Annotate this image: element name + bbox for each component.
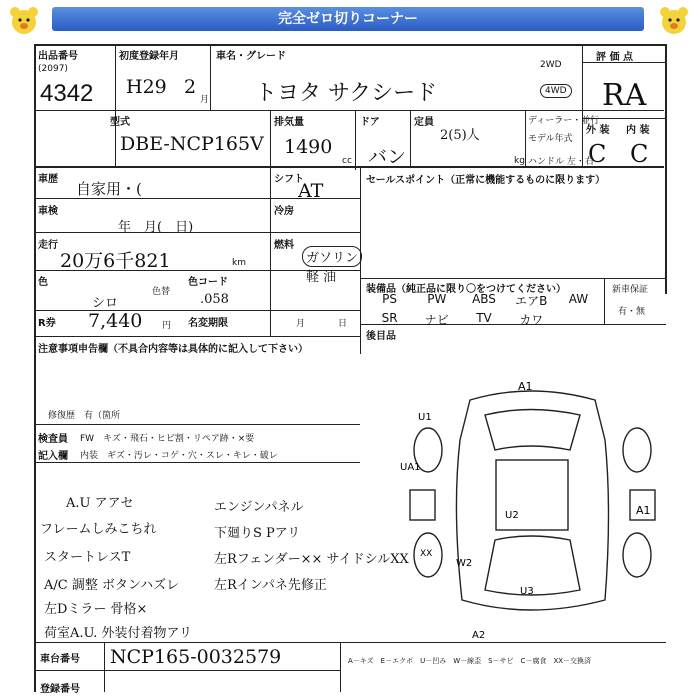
entry-label: 記入欄 (38, 451, 68, 462)
day-label: 日 (338, 319, 348, 329)
ac-label: 冷房 (274, 206, 294, 217)
diagram-label-a1-top: A1 (518, 380, 533, 393)
damage-legend: A－キズ E－エクボ U－凹み W－線歪 S－サビ C－腐食 XX－交換済 (348, 657, 592, 665)
diagram-label-u3: U3 (520, 586, 534, 597)
lot-no-label: 出品番号 (38, 51, 78, 62)
note-line: A.U アアセ (66, 496, 134, 511)
new-manual-value: 有・無 (618, 307, 646, 317)
car-damage-diagram (400, 380, 665, 640)
body-type: バン (368, 146, 407, 168)
color-code: .058 (200, 292, 229, 307)
note-line: 左Dミラー 骨格× (44, 602, 148, 617)
exterior-label: 外 装 (586, 125, 610, 136)
car-grade-label: 車名・グレード (216, 51, 286, 62)
note-line: A/C 調整 ボタンハズレ (44, 578, 180, 593)
cc-unit: cc (342, 156, 352, 166)
notes-header: 注意事項申告欄（不具合内容等は具体的に記入して下さい） (38, 344, 308, 355)
fuel-alt: 軽 油 (306, 270, 337, 285)
shift-label: シフト (274, 174, 304, 185)
equipment-grid (366, 292, 602, 328)
equipment-item: PW (427, 292, 447, 306)
diagram-label-xx: XX (420, 549, 433, 559)
equipment-item: PS (382, 292, 398, 306)
drive-4wd: 4WD (540, 84, 572, 98)
exterior-check-row: FW キズ・飛石・ヒビ割・リペア跡・×要 (80, 434, 255, 444)
capacity-label: 定員 (414, 117, 434, 128)
displacement: 1490 (284, 136, 333, 158)
first-reg-era: H29 (126, 76, 167, 98)
fuel-type: ガソリン (302, 246, 362, 267)
type-label: 型式 (110, 117, 130, 128)
interior-grade: C (630, 140, 649, 168)
model-year-label: モデル年式 (528, 134, 573, 144)
kg-unit: kg (514, 156, 525, 166)
color-label: 色 (38, 277, 48, 288)
equipment-item: TV (476, 311, 492, 325)
fuel-label: 燃料 (274, 240, 294, 251)
equipment-item: AW (568, 292, 589, 306)
color-code-label: 色コード (188, 277, 228, 288)
name-change-label: 名変期限 (188, 318, 228, 329)
diagram-label-u1: U1 (418, 412, 432, 423)
month-label: 月 (296, 319, 306, 329)
exterior-grade: C (588, 140, 607, 168)
reg-no-label: 登録番号 (40, 684, 80, 695)
note-line: 左Rインパネ先修正 (214, 578, 327, 593)
recycle-unit: 円 (162, 321, 172, 331)
capacity: 2(5)人 (440, 128, 480, 143)
overall-score: RA (602, 78, 647, 113)
mileage: 20万6千821 (60, 250, 171, 272)
car-name: トヨタ サクシード (255, 81, 438, 106)
recycle-fee: 7,440 (88, 310, 143, 332)
first-reg-label: 初度登録年月 (119, 51, 179, 62)
km-unit: km (232, 258, 246, 268)
chassis-no-label: 車台番号 (40, 654, 80, 665)
note-line: 荷室A.U. 外装付着物アリ (44, 626, 193, 641)
inspector-label: 検査員 (38, 434, 68, 445)
inspection-fields: 年 月( 日) (118, 220, 194, 235)
model-type: DBE-NCP165V (120, 133, 264, 155)
diagram-label-a2: A2 (472, 630, 486, 640)
note-line: 左Rフェンダー×× サイドシルXX (214, 552, 409, 567)
lot-sub-no: (2097) (38, 64, 68, 74)
note-line: スタートレスT (44, 550, 131, 565)
first-reg-month: 2 (184, 76, 197, 98)
score-label: 評 価 点 (596, 52, 633, 63)
diagram-label-u2: U2 (505, 510, 519, 521)
interior-check-row: 内装 ギズ・汚レ・コゲ・穴・スレ・キレ・破レ (80, 451, 278, 461)
vehicle-use: 自家用・( (76, 180, 142, 198)
body-color: シロ (92, 296, 119, 311)
recycle-label: R券 (38, 318, 56, 329)
displacement-label: 排気量 (274, 117, 304, 128)
note-line: エンジンパネル (214, 500, 304, 515)
door-label: ドア (360, 117, 380, 128)
mileage-label: 走行 (38, 240, 58, 251)
repair-history-label: 修復歴 有（箇所 (48, 411, 121, 421)
inspection-label: 車検 (38, 206, 58, 217)
diagram-label-w2: W2 (456, 558, 473, 569)
rear-seat-label: 後目品 (366, 331, 396, 342)
handle-label: ハンドル 左・右 (528, 157, 594, 167)
note-line: フレームしみこちれ (40, 522, 157, 537)
banner-title: 完全ゼロ切りコーナー (52, 7, 644, 31)
equipment-item: SR (381, 311, 398, 325)
note-line: 下廻りS Pアリ (214, 526, 301, 541)
month-unit: 月 (200, 95, 210, 105)
equipment-label: 装備品（純正品に限り〇をつけてください） (366, 284, 566, 295)
interior-label: 内 装 (626, 125, 650, 136)
shift-type: AT (298, 180, 324, 202)
dealer-label: ディーラー・並行 (528, 116, 600, 126)
diagram-label-ua1: UA1 (400, 462, 421, 473)
diagram-label-a1-right: A1 (636, 504, 651, 517)
drive-2wd: 2WD (540, 60, 562, 70)
equipment-item: エアB (515, 294, 548, 308)
lot-number: 4342 (40, 80, 94, 107)
color-sub-label: 色替 (152, 287, 171, 297)
equipment-item: カワ (519, 313, 544, 327)
chassis-number: NCP165-0032579 (110, 646, 282, 668)
new-manual-label: 新車保証 (612, 285, 649, 295)
history-label: 車歴 (38, 174, 58, 185)
equipment-item: ABS (472, 292, 496, 306)
sales-points-label: セールスポイント（正常に機能するものに限ります） (366, 175, 606, 186)
equipment-item: ナビ (424, 313, 449, 327)
